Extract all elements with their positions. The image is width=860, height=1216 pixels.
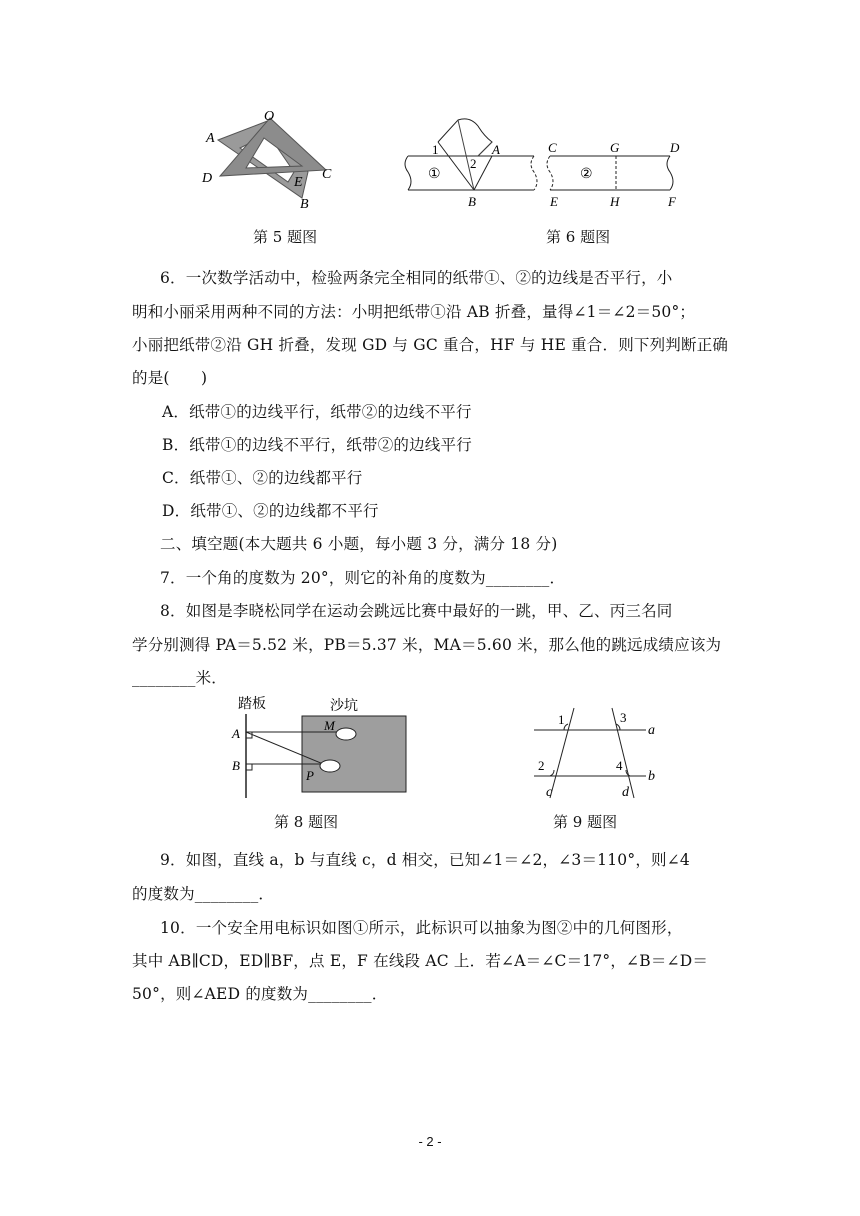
question-6-option-b: B．纸带①的边线不平行，纸带②的边线平行 (162, 436, 472, 454)
footprint-m (336, 728, 356, 740)
question-6-option-d: D．纸带①、②的边线都不平行 (162, 502, 379, 520)
fig5-label-b: B (300, 197, 309, 210)
fig6-label-c: C (548, 140, 557, 155)
question-10-line-3: 50°，则∠AED 的度数为________． (132, 985, 388, 1003)
fig9-label-1: 1 (558, 712, 565, 727)
fig8-label-b: B (232, 758, 240, 773)
fig5-label-a: A (206, 131, 215, 146)
fig9-label-3: 3 (620, 710, 627, 725)
fig6-label-e: E (550, 194, 558, 209)
question-6-option-c: C．纸带①、②的边线都平行 (162, 469, 363, 487)
figure-9-caption: 第 9 题图 (553, 813, 618, 831)
question-6-line-3: 小丽把纸带②沿 GH 折叠，发现 GD 与 GC 重合，HF 与 HE 重合．则下列判断正确 (132, 336, 729, 354)
fig8-label-p: P (306, 768, 314, 783)
question-8-line-2: 学分别测得 PA＝5.52 米，PB＝5.37 米，MA＝5.60 米，那么他的跳远成绩应该为 (132, 636, 722, 654)
fig6-label-f: F (668, 194, 676, 209)
fig5-label-o: O (264, 109, 275, 124)
question-10-line-1: 10．一个安全用电标识如图①所示，此标识可以抽象为图②中的几何图形， (160, 919, 683, 937)
fig6-label-g: G (610, 140, 620, 155)
page-number: - 2 - (418, 1134, 442, 1149)
figure-6-diagram (400, 112, 686, 212)
fig6-label-h: H (610, 194, 620, 209)
question-7: 7．一个角的度数为 20°，则它的补角的度数为________． (160, 569, 566, 587)
fig6-strip-2-label: ② (580, 167, 593, 182)
fig6-label-2: 2 (470, 156, 477, 171)
figure-9-diagram (530, 704, 670, 800)
figure-5-caption: 第 5 题图 (253, 228, 318, 246)
fig6-label-d: D (670, 140, 680, 155)
fig9-label-d: d (622, 785, 629, 800)
fig8-label-sandpit: 沙坑 (330, 699, 358, 714)
fig6-label-a: A (492, 142, 500, 157)
fig6-strip-1-label: ① (428, 167, 441, 182)
figure-8-caption: 第 8 题图 (274, 813, 339, 831)
question-9-line-2: 的度数为________． (132, 885, 275, 903)
paper-strip-1 (405, 119, 537, 190)
question-8-line-1: 8．如图是李晓松同学在运动会跳远比赛中最好的一跳，甲、乙、丙三名同 (160, 602, 673, 620)
fig5-label-e: E (294, 175, 303, 190)
question-6-option-a: A．纸带①的边线平行，纸带②的边线不平行 (162, 403, 472, 421)
fig9-label-c: c (546, 785, 553, 800)
figure-6-caption: 第 6 题图 (546, 228, 611, 246)
figure-5-diagram (198, 108, 348, 210)
footprint-p (320, 760, 340, 772)
fig9-label-2: 2 (538, 758, 545, 773)
fig8-label-m: M (324, 718, 335, 733)
fig5-label-d: D (202, 171, 213, 186)
question-6-line-1: 6．一次数学活动中，检验两条完全相同的纸带①、②的边线是否平行，小 (160, 269, 673, 287)
section-2-heading: 二、填空题(本大题共 6 小题，每小题 3 分，满分 18 分) (160, 535, 558, 553)
fig6-label-b: B (468, 194, 476, 209)
fig8-label-a: A (232, 726, 240, 741)
fig5-label-c: C (322, 167, 332, 182)
fig8-label-board: 踏板 (238, 697, 266, 712)
fig9-label-a: a (648, 723, 655, 738)
fig6-label-1: 1 (432, 142, 439, 157)
question-6-line-4: 的是( ) (132, 369, 208, 387)
fig9-label-4: 4 (616, 758, 623, 773)
question-8-line-3: ________米． (132, 669, 228, 687)
question-9-line-1: 9．如图，直线 a，b 与直线 c，d 相交，已知∠1＝∠2，∠3＝110°，则∠4 (160, 851, 690, 869)
question-6-line-2: 明和小丽采用两种不同的方法：小明把纸带①沿 AB 折叠，量得∠1＝∠2＝50°； (132, 303, 696, 321)
question-10-line-2: 其中 AB∥CD，ED∥BF，点 E，F 在线段 AC 上．若∠A＝∠C＝17°，∠B＝∠D＝ (132, 952, 709, 970)
figure-8-diagram (226, 694, 416, 800)
sandpit (302, 716, 406, 792)
paper-strip-2 (547, 156, 673, 190)
fig9-label-b: b (648, 769, 655, 784)
